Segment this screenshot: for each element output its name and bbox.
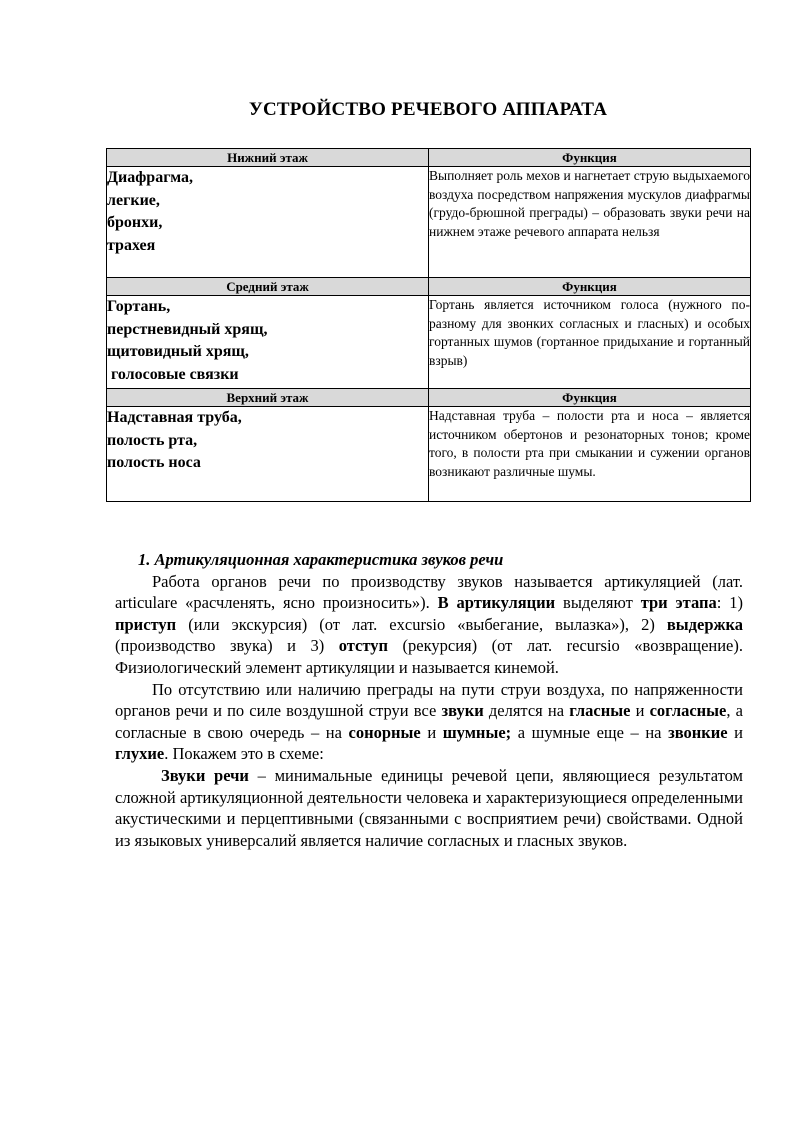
organ-item: бронхи,: [107, 214, 163, 232]
table-row: [107, 296, 751, 389]
organ-item: перстневидный хрящ,: [107, 320, 268, 338]
text-span: и: [420, 722, 443, 742]
bold-term: выдержка: [666, 614, 743, 634]
function-cell: Надставная труба – полости рта и носа – является источником обертонов и резонаторных тонов; кроме того, в полости рта при смыкании и сужении органов возникают различные шумы.: [429, 407, 751, 502]
bold-term: приступ: [115, 614, 177, 634]
bold-term: три этапа: [640, 593, 717, 613]
bold-term: согласные: [649, 701, 727, 721]
organ-item: Гортань,: [107, 298, 171, 315]
speech-apparatus-table: [106, 148, 751, 502]
organ-item: Надставная труба,: [107, 409, 242, 426]
paragraph-classification: [115, 679, 743, 765]
organ-item: полость рта,: [107, 431, 198, 449]
organs-cell: [107, 296, 429, 389]
text-span: Работа органов речи по производству звуков называется артикуляцией (лат. articulare «расчленять, ясно произносить»).: [115, 571, 743, 613]
text-span: делятся на: [483, 701, 570, 721]
bold-term: звуки: [441, 701, 484, 721]
function-header: Функция: [429, 149, 751, 167]
text-span: По отсутствию или наличию преграды на пути струи воздуха, по напряженности органов речи и по силе воздушной струи все: [115, 679, 743, 721]
text-span: , а согласные в свою очередь – на: [115, 701, 743, 742]
function-cell: Гортань является источником голоса (нужного по-разному для звонких согласных и гласных) и особых гортанных шумов (гортанное придыхание и гортанный взрыв): [429, 296, 751, 389]
function-header: Функция: [429, 389, 751, 407]
article-body: [115, 549, 743, 851]
text-span: и: [630, 701, 650, 721]
table-header-row: [107, 149, 751, 167]
text-span: – минимальные единицы речевой цепи, являющиеся результатом сложной артикуляционной деятельности человека и характеризующиеся определенными акустическими и перцептивными (связанными с восприятием речи) свойствами. Одной из языковых универсалий является наличие согласных и гласных звуков.: [115, 765, 743, 850]
text-span: : 1): [716, 593, 743, 613]
floor-header: Нижний этаж: [107, 149, 429, 167]
section-heading: 1. Артикуляционная характеристика звуков речи: [138, 550, 504, 569]
paragraph-speech-sounds: [115, 765, 743, 851]
text-span: а шумные еще – на: [511, 722, 669, 742]
table-row: [107, 407, 751, 502]
paragraph-articulation: [115, 571, 743, 679]
organ-item: щитовидный хрящ,: [107, 343, 249, 361]
bold-term: гласные: [569, 701, 631, 721]
table-header-row: [107, 278, 751, 296]
page-title: УСТРОЙСТВО РЕЧЕВОГО АППАРАТА: [248, 99, 608, 120]
text-span: (рекурсия) (от лат. recursio «возвращение). Физиологический элемент артикуляции и называется кинемой.: [115, 636, 744, 677]
organ-item: легкие,: [107, 191, 160, 209]
organ-item: Диафрагма,: [107, 169, 194, 186]
bold-term: глухие: [115, 744, 165, 764]
organs-cell: [107, 167, 429, 278]
organ-item: полость носа: [107, 454, 201, 472]
organ-item: трахея: [107, 236, 156, 254]
function-header: Функция: [429, 278, 751, 296]
text-span: (производство звука) и 3): [115, 636, 339, 656]
floor-header: Средний этаж: [107, 278, 429, 296]
function-cell: Выполняет роль мехов и нагнетает струю выдыхаемого воздуха посредством напряжения мускулов диафрагмы (грудо-брюшной преграды) – образовать звуки речи на нижнем этаже речевого аппарата нельзя: [429, 167, 751, 278]
organs-cell: [107, 407, 429, 502]
organ-item: голосовые связки: [107, 365, 239, 383]
text-span: . Покажем это в схеме:: [164, 744, 324, 764]
table-header-row: [107, 389, 751, 407]
bold-term: Звуки речи: [161, 765, 249, 785]
bold-term: В артикуляции: [437, 593, 556, 613]
bold-term: шумные;: [442, 722, 512, 742]
text-span: (или экскурсия) (от лат. excursio «выбегание, вылазка»), 2): [176, 614, 667, 634]
text-span: выделяют: [555, 593, 641, 613]
bold-term: сонорные: [348, 722, 421, 742]
floor-header: Верхний этаж: [107, 389, 429, 407]
bold-term: отступ: [338, 636, 389, 656]
text-span: и: [727, 722, 743, 742]
bold-term: звонкие: [668, 722, 728, 742]
table-row: [107, 167, 751, 278]
